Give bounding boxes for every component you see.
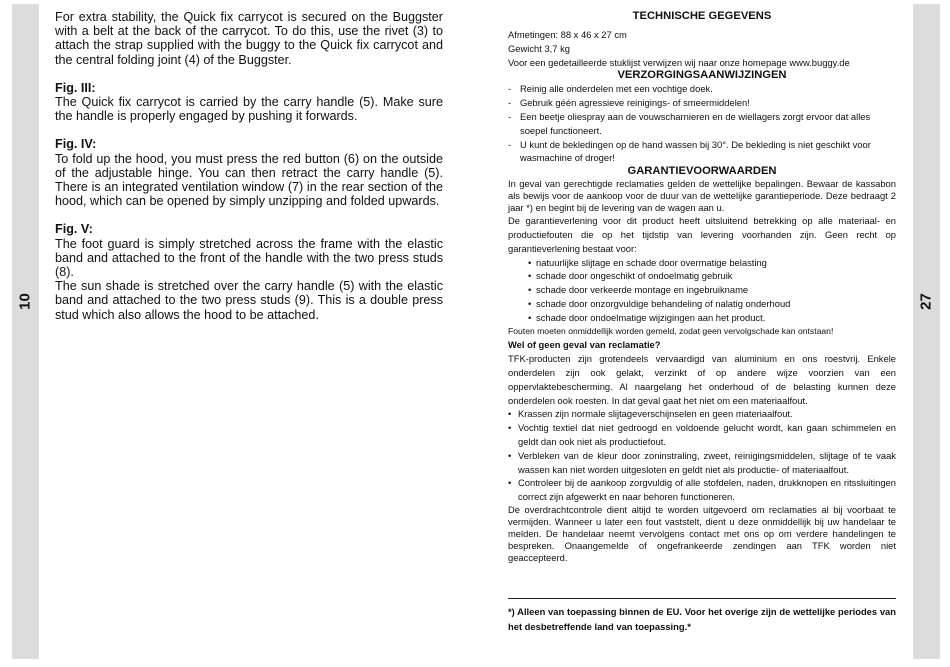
list-item: • schade door onzorgvuldige behandeling of nalatig onderhoud	[528, 297, 896, 311]
care-item: - Reinig alle onderdelen met een vochtige doek.	[508, 83, 713, 95]
right-page-tab	[913, 4, 940, 659]
list-item: • natuurlijke slijtage en schade door overmatige belasting	[528, 256, 896, 270]
no-claim-heading: Wel of geen geval van reclamatie?	[508, 339, 661, 351]
care-item: - Een beetje oliespray aan de vouwscharnieren en de wiellagers zorgt ervoor dat alles soepel functioneert.	[508, 110, 871, 136]
list-item: • Krassen zijn normale slijtageverschijnselen en geen materiaalfout.	[508, 408, 793, 420]
fig4-heading: Fig. IV:	[55, 137, 97, 152]
page-number-right: 27	[917, 293, 935, 310]
warranty-paragraph-1: In geval van gerechtigde reclamaties gelden de wettelijke bepalingen. Bewaar de kassabon als bewijs voor de aankoop voor de duur van de wettelijke garantieperiode. Deze bedraagt 2 jaar *) en begint bij de levering van de wagen aan u.	[508, 178, 896, 214]
tech-line: Afmetingen: 88 x 46 x 27 cm	[508, 29, 627, 40]
report-note: Fouten moeten onmiddellijk worden gemeld, zodat geen vervolgschade kan ontstaan!	[508, 325, 834, 336]
care-item: - U kunt de bekledingen op de hand wassen bij 30°. De bekleding is niet geschikt voor wasmachine of droger!	[508, 138, 871, 164]
tech-heading: TECHNISCHE GEGEVENS	[632, 10, 772, 22]
warranty-heading: GARANTIEVOORWAARDEN	[627, 165, 777, 178]
final-paragraph: De overdrachtcontrole dient altijd te worden uitgevoerd om reclamaties al bij voorbaat te vermijden. Wanneer u later een fout vaststelt, dient u deze onmiddellijk bij uw handelaar te melden. De handelaar neemt vervolgens contact met ons op om verdere handelingen te bespreken. Onaangemelde of ongefrankeerde zendingen aan TFK worden niet geaccepteerd.	[508, 503, 896, 563]
right-page-content	[508, 28, 896, 564]
list-item: • schade door ongeschikt of ondoelmatig gebruik	[528, 269, 896, 283]
exclusion-list	[528, 256, 896, 325]
fig3-paragraph: The Quick fix carrycot is carried by the carry handle (5). Make sure the handle is properly engaged by pushing it forwards.	[55, 95, 443, 124]
care-heading: VERZORGINGSAANWIJZINGEN	[617, 69, 787, 82]
left-page-tab	[12, 4, 39, 659]
tech-line: Gewicht 3,7 kg	[508, 42, 571, 54]
list-item: • Verbleken van de kleur door zoninstraling, zweet, reinigingsmiddelen, slijtage of te vaak wassen kan niet worden uitgesloten en geldt niet als productie- of materiaalfout.	[508, 449, 896, 475]
left-page-content	[55, 10, 443, 336]
tech-line: Voor een gedetailleerde stuklijst verwijzen wij naar onze homepage www.buggy.de	[508, 56, 850, 68]
fig4-paragraph: To fold up the hood, you must press the red button (6) on the outside of the adjustable hinge. You can then retract the carry handle (5). There is an integrated ventilation window (7) in the rear section of the hood, which can be opened by simply unzipping and folded upwards.	[55, 151, 443, 209]
fig3-heading: Fig. III:	[55, 80, 96, 95]
care-item: - Gebruik géén agressieve reinigings- of smeermiddelen!	[508, 97, 750, 109]
warranty-paragraph-2: De garantieverlening voor dit product heeft uitsluitend betrekking op alle materiaal- en productiefouten die op het tijdstip van levering voorhanden zijn. Geen recht op garantieverlening bestaat voor:	[508, 215, 896, 254]
fig5-heading: Fig. V:	[55, 222, 93, 237]
list-item: • Vochtig textiel dat niet gedroogd en voldoende gelucht wordt, kan gaan schimmelen en geldt dan ook niet als productiefout.	[508, 422, 896, 447]
intro-paragraph: For extra stability, the Quick fix carrycot is secured on the Buggster with a belt at the back of the carrycot. To do this, use the rivet (3) to attach the strap supplied with the buggy to the Quick fix carrycot and the central folding joint (4) of the Buggster.	[55, 10, 443, 67]
no-claim-paragraph: TFK-producten zijn grotendeels vervaardigd van aluminium en ons roestvrij. Enkele onderdelen zijn ook gelakt, verzinkt of op andere wijze voorzien van een oppervlaktebescherming. Al naargelang het onderhoud of de belasting kunnen deze onderdelen ook roesten. In dat geval gaat het niet om een materiaalfout.	[508, 353, 896, 406]
fig5-paragraph-2: The sun shade is stretched over the carry handle (5) with the elastic band and attached to the two press studs (9). This is a double press stud which also allows the hood to be attached.	[55, 279, 443, 322]
list-item: • schade door ondoelmatige wijzigingen aan het product.	[528, 311, 896, 325]
list-item: • Controleer bij de aankoop zorgvuldig of alle stofdelen, naden, drukknopen en ritssluitingen correct zijn afgewerkt en naar behoren functioneren.	[508, 477, 896, 503]
footnote-divider	[508, 598, 896, 599]
page-number-left: 10	[16, 293, 34, 310]
footnote: *) Alleen van toepassing binnen de EU. Voor het overige zijn de wettelijke periodes van het desbetreffende land van toepassing.*	[508, 606, 896, 632]
list-item: • schade door verkeerde montage en ingebruikname	[528, 283, 896, 297]
fig5-paragraph-1: The foot guard is simply stretched across the frame with the elastic band and attached to the front of the handle with the two press studs (8).	[55, 236, 443, 280]
